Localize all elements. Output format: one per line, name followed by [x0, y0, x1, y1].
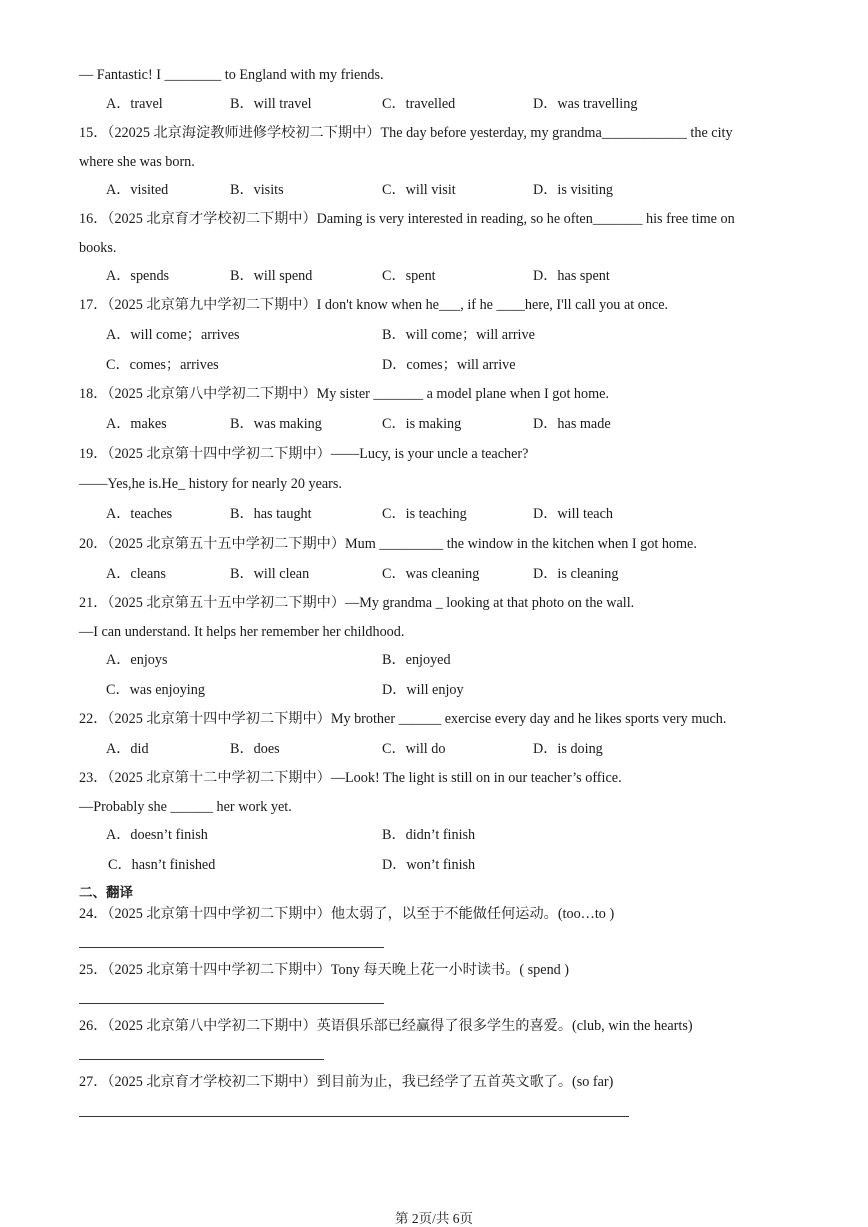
q22-option-d: D．is doing [533, 741, 603, 757]
q23-option-c: C．hasn’t finished [108, 857, 216, 873]
q21-option-b: B．enjoyed [382, 652, 451, 668]
q16-stem-line1: 16．（2025 北京育才学校初二下期中）Daming is very interested in reading, so he often_______ his free time on [79, 211, 735, 227]
q18-stem: 18．（2025 北京第八中学初二下期中）My sister _______ a model plane when I got home. [79, 386, 610, 402]
q17-option-d: D．comes；will arrive [382, 357, 516, 373]
q16-option-d: D．has spent [533, 268, 610, 284]
q17-option-b: B．will come；will arrive [382, 327, 535, 343]
q22-option-a: A．did [106, 741, 149, 757]
q23-stem-line1: 23．（2025 北京第十二中学初二下期中）—Look! The light is still on in our teacher’s office. [79, 770, 622, 786]
q23-option-a: A．doesn’t finish [106, 827, 208, 843]
q19-option-d: D．will teach [533, 506, 613, 522]
q16-option-a: A．spends [106, 268, 170, 284]
q19-option-c: C．is teaching [382, 506, 467, 522]
q23-option-d: D．won’t finish [382, 857, 476, 873]
q16-option-c: C．spent [382, 268, 436, 284]
q16-stem-line2: books. [79, 240, 117, 256]
q21-option-c: C．was enjoying [106, 682, 205, 698]
q18-option-d: D．has made [533, 416, 611, 432]
q26-answer-line[interactable] [79, 1059, 324, 1060]
q19-option-a: A．teaches [106, 506, 173, 522]
q25-answer-line[interactable] [79, 1003, 384, 1004]
q15-stem-line2: where she was born. [79, 154, 195, 170]
q27-answer-line[interactable] [79, 1116, 629, 1117]
q23-option-b: B．didn’t finish [382, 827, 476, 843]
q23-stem-line2: —Probably she ______ her work yet. [79, 799, 292, 815]
q19-stem-line2: ——Yes,he is.He_ history for nearly 20 years. [79, 476, 342, 492]
q27-stem: 27．（2025 北京育才学校初二下期中）到目前为止，我已经学了五首英文歌了。(so far) [79, 1074, 614, 1090]
q15-option-d: D．is visiting [533, 182, 614, 198]
q15-option-a: A．visited [106, 182, 169, 198]
q21-stem-line2: —I can understand. It helps her remember her childhood. [79, 624, 405, 640]
q21-stem-line1: 21．（2025 北京第五十五中学初二下期中）—My grandma _ looking at that photo on the wall. [79, 595, 635, 611]
q14-option-d: D．was travelling [533, 96, 638, 112]
q18-option-b: B．was making [230, 416, 322, 432]
q18-option-c: C．is making [382, 416, 462, 432]
q20-option-b: B．will clean [230, 566, 310, 582]
q21-option-d: D．will enjoy [382, 682, 464, 698]
q20-option-c: C．was cleaning [382, 566, 480, 582]
q14-option-c: C．travelled [382, 96, 456, 112]
q14-option-a: A．travel [106, 96, 163, 112]
q17-option-c: C．comes；arrives [106, 357, 219, 373]
q24-stem: 24．（2025 北京第十四中学初二下期中）他太弱了，以至于不能做任何运动。(too…to ) [79, 906, 615, 922]
q21-option-a: A．enjoys [106, 652, 168, 668]
q25-stem: 25．（2025 北京第十四中学初二下期中）Tony 每天晚上花一小时读书。( spend ) [79, 962, 570, 978]
section-heading-translation: 二、翻译 [79, 885, 133, 901]
q17-stem: 17．（2025 北京第九中学初二下期中）I don't know when he___, if he ____here, I'll call you at once. [79, 297, 669, 313]
q19-stem-line1: 19．（2025 北京第十四中学初二下期中）——Lucy, is your uncle a teacher? [79, 446, 529, 462]
q22-option-c: C．will do [382, 741, 446, 757]
q24-answer-line[interactable] [79, 947, 384, 948]
q20-option-d: D．is cleaning [533, 566, 619, 582]
q15-stem-line1: 15．（22025 北京海淀教师进修学校初二下期中）The day before yesterday, my grandma____________ the city [79, 125, 733, 141]
q17-option-a: A．will come；arrives [106, 327, 240, 343]
q22-option-b: B．does [230, 741, 280, 757]
q15-option-b: B．visits [230, 182, 284, 198]
q16-option-b: B．will spend [230, 268, 313, 284]
q15-option-c: C．will visit [382, 182, 456, 198]
q26-stem: 26．（2025 北京第八中学初二下期中）英语俱乐部已经赢得了很多学生的喜爱。(club, win the hearts) [79, 1018, 693, 1034]
q14-stem: — Fantastic! I ________ to England with my friends. [79, 67, 384, 83]
q19-option-b: B．has taught [230, 506, 312, 522]
q22-stem: 22．（2025 北京第十四中学初二下期中）My brother ______ exercise every day and he likes sports very much. [79, 711, 727, 727]
q20-option-a: A．cleans [106, 566, 166, 582]
page-number: 第 2页/共 6页 [394, 1211, 473, 1226]
q20-stem: 20．（2025 北京第五十五中学初二下期中）Mum _________ the window in the kitchen when I got home. [79, 536, 697, 552]
q18-option-a: A．makes [106, 416, 167, 432]
q14-option-b: B．will travel [230, 96, 312, 112]
